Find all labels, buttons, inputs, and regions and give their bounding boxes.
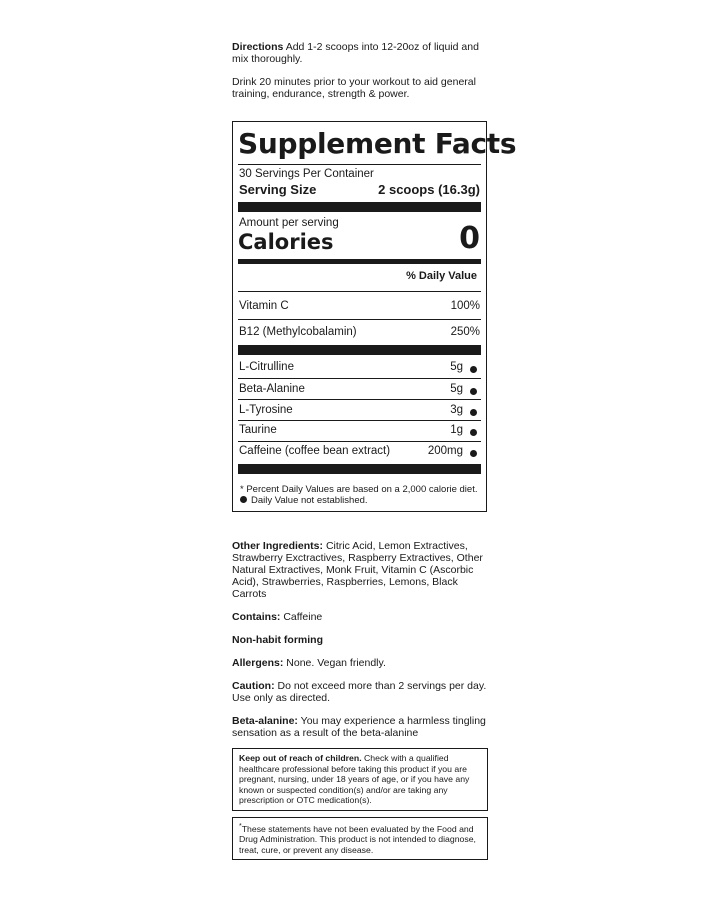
ingredient-row xyxy=(238,358,481,378)
ingredient-name: Caffeine (coffee bean extract) xyxy=(239,445,391,457)
divider xyxy=(238,378,481,379)
dv-not-established-dot xyxy=(470,366,477,373)
nutrient-name: B12 (Methylcobalamin) xyxy=(239,326,357,338)
footnote-not-established xyxy=(239,495,368,506)
ingredient-amount: 5g xyxy=(450,361,463,373)
beta-alanine-label: Beta-alanine: xyxy=(232,715,298,727)
nutrient-name: Vitamin C xyxy=(239,300,289,312)
nutrient-dv: 100% xyxy=(450,300,480,312)
divider xyxy=(238,291,481,292)
non-habit-forming xyxy=(232,634,488,646)
fda-disclaimer-box xyxy=(232,817,488,860)
thick-divider xyxy=(238,464,481,474)
thick-divider xyxy=(238,202,481,212)
medium-divider xyxy=(238,259,481,264)
amount-per-serving: Amount per serving xyxy=(239,217,339,229)
ingredient-amount: 200mg xyxy=(427,445,463,457)
vitamin-row xyxy=(238,323,481,343)
children-warning-box xyxy=(232,748,488,811)
dv-not-established-dot xyxy=(470,429,477,436)
ingredient-name: L-Citrulline xyxy=(239,361,294,373)
disclaimer-star: * xyxy=(239,823,242,830)
caution xyxy=(232,680,488,704)
calories-value: 0 xyxy=(459,221,480,256)
daily-value-header: % Daily Value xyxy=(406,270,477,282)
divider xyxy=(238,319,481,320)
non-habit-label: Non-habit forming xyxy=(232,634,323,646)
contains-label: Contains: xyxy=(232,611,281,623)
servings-per-container: 30 Servings Per Container xyxy=(239,168,374,180)
dv-not-established-dot xyxy=(470,388,477,395)
ingredient-row xyxy=(238,380,481,400)
vitamin-row xyxy=(238,297,481,317)
allergens-label: Allergens: xyxy=(232,657,284,669)
thick-divider xyxy=(238,345,481,355)
bullet-dot-icon xyxy=(240,496,247,503)
divider xyxy=(238,399,481,400)
ingredient-name: Taurine xyxy=(239,424,277,436)
ingredient-name: L-Tyrosine xyxy=(239,404,293,416)
other-ingredients xyxy=(232,540,488,600)
ingredient-row xyxy=(238,401,481,421)
warning-text: Check with a qualified healthcare professional before taking this product if you are pregnant, nursing, under 18 years of age, or if you have any known or suspected condition(s) and/or are taking any prescription or OTC medication(s). xyxy=(239,753,470,805)
info-section xyxy=(232,540,488,739)
disclaimer-text: These statements have not been evaluated by the Food and Drug Administration. This product is not intended to diagnose, treat, cure, or prevent any disease. xyxy=(239,823,476,855)
ingredient-name: Beta-Alanine xyxy=(239,383,305,395)
serving-size-value: 2 scoops (16.3g) xyxy=(378,182,480,197)
contains-text: Caffeine xyxy=(283,611,323,623)
panel-title: Supplement Facts xyxy=(238,127,517,160)
beta-alanine-text: You may experience a harmless tingling sensation as a result of the beta-alanine xyxy=(232,715,486,739)
directions-section xyxy=(232,41,488,100)
directions-label: Directions xyxy=(232,41,284,53)
ingredient-row xyxy=(238,421,481,441)
divider xyxy=(238,164,481,165)
caution-text: Do not exceed more than 2 servings per day. Use only as directed. xyxy=(232,680,487,704)
warning-label: Keep out of reach of children. xyxy=(239,753,362,763)
timing-text: Drink 20 minutes prior to your workout to aid general training, endurance, strength & power. xyxy=(232,76,476,100)
ingredient-amount: 3g xyxy=(450,404,463,416)
footnote-daily-values: * Percent Daily Values are based on a 2,000 calorie diet. xyxy=(240,484,478,495)
ingredient-amount: 5g xyxy=(450,383,463,395)
directions-text xyxy=(232,41,488,65)
nutrient-dv: 250% xyxy=(450,326,480,338)
dv-not-established-dot xyxy=(470,450,477,457)
beta-alanine-note xyxy=(232,715,488,739)
ingredient-amount: 1g xyxy=(450,424,463,436)
other-ingredients-text: Citric Acid, Lemon Extractives, Strawberry Exctractives, Raspberry Extractives, Other Natural Extractives, Monk Fruit, Vitamin C (Ascorbic Acid), Strawberries, Raspberries, Lemons, Black Carrots xyxy=(232,540,483,600)
footnote-text: Daily Value not established. xyxy=(251,495,368,506)
contains xyxy=(232,611,488,623)
other-ingredients-label: Other Ingredients: xyxy=(232,540,324,552)
ingredient-row xyxy=(238,442,481,462)
allergens xyxy=(232,657,488,669)
serving-size-label: Serving Size xyxy=(239,182,317,197)
calories-label: Calories xyxy=(238,230,334,254)
supplement-facts-panel xyxy=(232,121,517,512)
dv-not-established-dot xyxy=(470,409,477,416)
allergens-text: None. Vegan friendly. xyxy=(286,657,386,669)
caution-label: Caution: xyxy=(232,680,275,692)
directions-body: Add 1-2 scoops into 12-20oz of liquid and mix thoroughly. xyxy=(232,41,479,65)
